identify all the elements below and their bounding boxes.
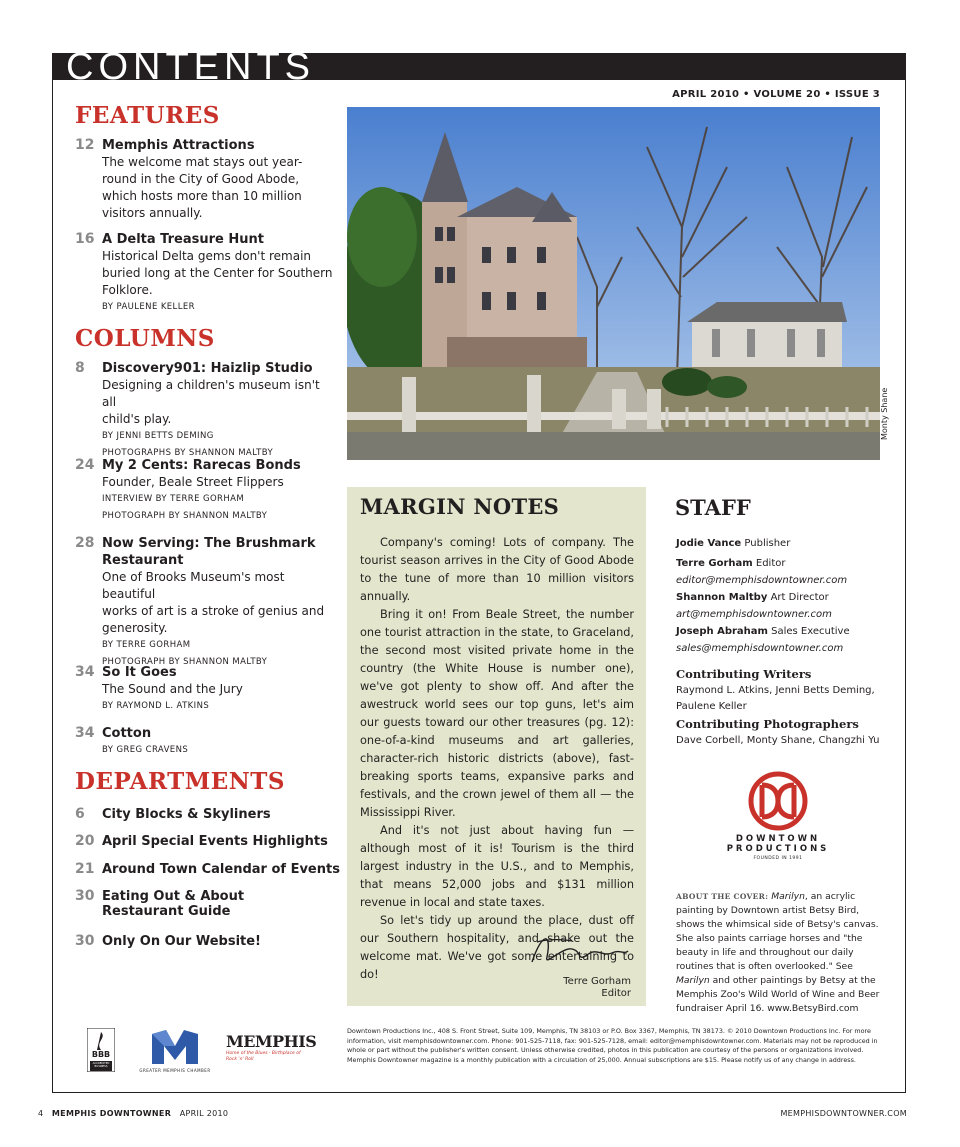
entry-credit: BY PAULENE KELLER [102,302,195,312]
staff-role: Publisher [744,538,791,549]
page-number: 34 [75,664,95,680]
entry-title: Memphis Attractions [102,138,255,153]
entry-desc-line: Designing a children's museum isn't all [102,378,320,409]
dept-entry[interactable] [75,885,244,919]
entry-desc-line: child's play. [102,412,172,426]
signer-name: Terre Gorham [563,976,631,987]
entry-desc-line: buried long at the Center for Southern [102,266,333,280]
page-number: 34 [75,725,95,741]
staff-heading: STAFF [675,495,751,520]
footer-url[interactable]: MEMPHISDOWNTOWNER.COM [780,1109,907,1118]
about-cover-text: , an acrylic painting by Downtown artist Betsy Bird, shows the whimsical side of Betsy's canvas. She also paints carriage horses and "the beauty in life and throughout our daily routines that is often overlooked." See [676,891,879,972]
staff-email[interactable]: art@memphisdowntowner.com [676,609,832,620]
signer-title: Editor [601,988,631,999]
entry-credit: BY JENNI BETTS DEMING [102,431,214,441]
dept-entry[interactable] [75,803,271,822]
page-number: 30 [75,888,95,904]
entry-desc-line: works of art is a stroke of genius and [102,604,325,618]
page-number: 24 [75,457,95,473]
page-folio: 4 [38,1109,44,1118]
margin-notes-paragraph: So let's tidy up around the place, dust off our Southern hospitality, and shake out the welcome mat. We've got some entertaining to do! [360,914,634,981]
toc-entry[interactable] [75,231,335,316]
staff-name: Jodie Vance [676,538,742,549]
page-number: 30 [75,933,95,949]
editor-signature [522,927,632,972]
writers-list [676,683,891,715]
chamber-logo [130,1028,220,1076]
photo-credit: Monty Shane [880,387,889,440]
magazine-name: MEMPHIS DOWNTOWNER [51,1109,172,1118]
entry-desc-line: The Sound and the Jury [102,682,243,696]
issue-date: APRIL 2010 [179,1109,229,1118]
staff-name: Terre Gorham [676,558,753,569]
writers-line: Raymond L. Atkins, Jenni Betts Deming, [676,685,875,696]
page-number: 16 [75,231,95,247]
publisher-fine-print: Downtown Productions Inc., 408 S. Front Street, Suite 109, Memphis, TN 38103 or P.O. Box 3367, Memphis, TN 38173. © 2010 Downtown Productions Inc. For more information, visit memphisdowntowner.com. Phone: 901-525-7118, fax: 901-525-7128, email: editor@memphisdowntowner.com. Materials may not be reproduced in whole or part without the publisher's written consent. Unless otherwise credited, photos in this publication are courtesy of the persons or organizations involved. Memphis Downtowner magazine is a monthly publication with a circulation of 25,000. Annual subscriptions are $15. Please notify us of any change in address. [347,1027,878,1064]
margin-notes-paragraph: And it's not just about having fun — although most of it is! Tourism is the third largest industry in the U.S., and to Memphis, that means 52,000 jobs and $131 million revenue in local and state taxes. [360,824,634,909]
toc-entry[interactable] [75,535,335,671]
entry-title: My 2 Cents: Rarecas Bonds [102,458,301,473]
cover-photo [347,107,880,460]
dept-entry[interactable] [75,930,261,949]
entry-title: Eating Out & About [102,889,245,904]
margin-notes-box [347,487,646,1006]
margin-notes-body [360,534,634,984]
staff-email[interactable]: editor@memphisdowntowner.com [676,575,848,586]
entry-credit: PHOTOGRAPH BY SHANNON MALTBY [102,657,268,667]
staff-name: Shannon Maltby [676,592,768,603]
entry-title-line2: Restaurant [102,553,184,568]
photographers-list: Dave Corbell, Monty Shane, Changzhi Yu [676,735,880,746]
entry-desc-line: One of Brooks Museum's most beautiful [102,570,285,601]
page-number: 6 [75,806,85,822]
entry-credit: BY GREG CRAVENS [102,745,189,755]
staff-email[interactable]: sales@memphisdowntowner.com [676,643,844,654]
entry-title: Cotton [102,726,152,741]
toc-entry[interactable] [75,137,335,222]
about-cover-text: and other paintings by Betsy at the Memphis Zoo's Wild World of Wine and Beer fundraiser April 16. www.BetsyBird.com [676,975,880,1014]
bbb-badge [87,1028,115,1072]
entry-title: Now Serving: The Brushmark [102,536,316,551]
logo-line2: PRODUCTIONS [726,844,830,854]
bbb-text: BBB [91,1050,111,1059]
entry-credit: BY TERRE GORHAM [102,640,191,650]
entry-desc-line: round in the City of Good Abode, [102,172,300,186]
toc-entry[interactable] [75,457,335,525]
chamber-m-icon [150,1028,200,1066]
staff-role: Editor [755,558,786,569]
dept-entry[interactable] [75,830,328,849]
departments-heading: DEPARTMENTS [75,768,286,795]
page-number: 8 [75,360,85,376]
about-cover-title: Marilyn [771,891,805,902]
staff-member [676,555,891,589]
entry-title: April Special Events Highlights [102,834,328,849]
dept-entry[interactable] [75,858,340,877]
entry-credit: PHOTOGRAPHS BY SHANNON MALTBY [102,448,274,458]
page-number: 20 [75,833,95,849]
staff-role: Sales Executive [771,626,850,637]
entry-title: Only On Our Website! [102,934,261,949]
logo-line1: DOWNTOWN [735,834,821,844]
historic-house-illustration [347,107,880,460]
entry-desc-line: The welcome mat stays out year- [102,155,303,169]
entry-desc-line: Historical Delta gems don't remain [102,249,312,263]
entry-desc-line: visitors annually. [102,206,203,220]
staff-name: Joseph Abraham [676,626,768,637]
entry-title: Around Town Calendar of Events [102,862,340,877]
memphis-wordmark: MEMPHIS [226,1032,317,1051]
entry-credit: BY RAYMOND L. ATKINS [102,701,210,711]
entry-desc-line: Founder, Beale Street Flippers [102,475,284,489]
entry-desc-line: which hosts more than 10 million [102,189,302,203]
memphis-logo [226,1032,317,1072]
bbb-subtext: ACCREDITED BUSINESS [92,1062,110,1068]
logo-line3: FOUNDED IN 1991 [753,856,803,861]
footer-left [38,1109,228,1118]
entry-desc-line: generosity. [102,621,168,635]
page-number: 21 [75,861,95,877]
entry-title-line2: Restaurant Guide [102,904,231,919]
columns-heading: COLUMNS [75,325,215,352]
entry-title: So It Goes [102,665,177,680]
writers-heading: Contributing Writers [676,667,812,681]
staff-role: Art Director [770,592,829,603]
entry-desc-line: Folklore. [102,283,153,297]
logo-wordmark [725,834,831,864]
photographers-heading: Contributing Photographers [676,717,859,731]
toc-entry[interactable] [75,725,335,759]
issue-info: APRIL 2010 • VOLUME 20 • ISSUE 3 [672,89,880,100]
about-cover-label: ABOUT THE COVER: [676,892,769,901]
margin-notes-paragraph: Company's coming! Lots of company. The tourist season arrives in the City of Good Abode to the tune of more than 10 million visitors annually. [360,536,634,603]
staff-member [676,589,891,623]
signer-block [563,976,631,1000]
entry-title: A Delta Treasure Hunt [102,232,264,247]
toc-entry[interactable] [75,360,335,462]
memphis-tagline: Home of the Blues · Birthplace of Rock 'n' Roll [226,1051,301,1062]
downtown-productions-logo-icon [748,771,808,831]
page-number: 28 [75,535,95,551]
entry-title: City Blocks & Skyliners [102,807,271,822]
features-heading: FEATURES [75,102,220,129]
page-title: CONTENTS [66,46,315,88]
staff-member [676,535,891,552]
entry-credit: PHOTOGRAPH BY SHANNON MALTBY [102,511,268,521]
writers-line: Paulene Keller [676,701,747,712]
about-cover-title: Marilyn [676,975,710,986]
margin-notes-heading: MARGIN NOTES [360,494,560,519]
margin-notes-paragraph: Bring it on! From Beale Street, the number one tourist attraction in the state, to Graceland, the second most visited private home in the country (the White House is number one), we've got plenty to show off. And after the awestruck world sees our top guns, let's aim our guests toward our other treasures (pg. 12): one-of-a-kind museums and art galleries, character-rich historic districts (above), fast-breaking sports teams, expansive parks and festivals, and the crown jewel of them all — the Mississippi River. [360,608,634,819]
about-cover [676,890,881,1016]
entry-title: Discovery901: Haizlip Studio [102,361,313,376]
chamber-text: GREATER MEMPHIS CHAMBER [139,1068,211,1073]
staff-member [676,623,891,657]
entry-credit: INTERVIEW BY TERRE GORHAM [102,494,245,504]
toc-entry[interactable] [75,664,335,715]
page-number: 12 [75,137,95,153]
